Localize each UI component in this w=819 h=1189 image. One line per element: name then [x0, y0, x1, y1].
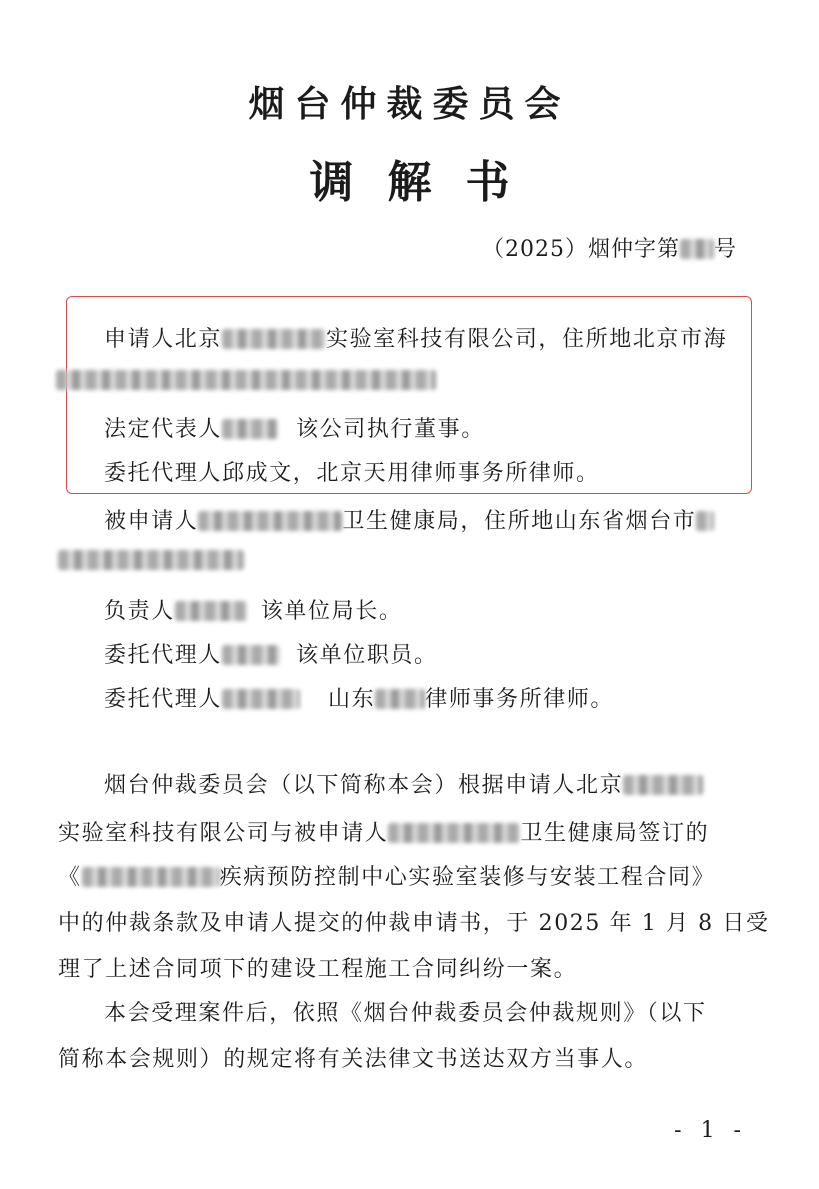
- page-number: - 1 -: [674, 1118, 747, 1143]
- redacted-contract-name: [82, 867, 220, 887]
- redacted-law-firm: [375, 689, 425, 709]
- body-p2-line-1: 本会受理案件后，依照《烟台仲裁委员会仲裁规则》（以下: [104, 1001, 707, 1026]
- redacted-responsible-person: [175, 601, 247, 621]
- applicant-line-1: 申请人北京 实验室科技有限公司，住所地北京市海: [104, 327, 728, 352]
- doc-title: 调解书: [309, 157, 544, 208]
- redacted-case-number: [680, 239, 714, 259]
- redacted-respondent-city: [696, 511, 714, 531]
- legal-representative-line: 法定代表人 该公司执行董事。: [104, 417, 485, 442]
- applicant-agent-line: 委托代理人邱成文，北京天用律师事务所律师。: [104, 461, 600, 486]
- responsible-person-line: 负责人 该单位局长。: [104, 599, 403, 624]
- case-number: （2025）烟仲字第 号: [481, 237, 737, 262]
- respondent-agent-2-line: 委托代理人 山东 律师事务所律师。: [104, 687, 615, 712]
- redacted-respondent-name-2: [388, 823, 520, 843]
- respondent-line-1: 被申请人 卫生健康局，住所地山东省烟台市: [104, 504, 714, 535]
- body-p1-line-5: 理了上述合同项下的建设工程施工合同纠纷一案。: [58, 957, 578, 982]
- redacted-applicant-address: [56, 370, 436, 390]
- respondent-agent-1-line: 委托代理人 该单位职员。: [104, 643, 438, 668]
- org-title: 烟台仲裁委员会: [248, 84, 571, 125]
- body-p1-line-2: 实验室科技有限公司与被申请人 卫生健康局签订的: [58, 821, 710, 846]
- body-p1-line-1: 烟台仲裁委员会（以下简称本会）根据申请人北京: [104, 768, 703, 799]
- applicant-line-2: [56, 370, 436, 391]
- respondent-line-2: [58, 550, 244, 571]
- redacted-agent-1: [222, 645, 280, 665]
- body-p1-line-4: 中的仲裁条款及申请人提交的仲裁申请书，于 2025 年 1 月 8 日受: [58, 911, 770, 936]
- redacted-applicant-name-2: [623, 775, 703, 795]
- body-p1-line-3: 《 疾病预防控制中心实验室装修与安装工程合同》: [58, 865, 716, 890]
- redacted-respondent-address: [58, 550, 244, 570]
- redacted-legal-rep: [222, 419, 278, 439]
- redacted-respondent-name: [198, 511, 342, 531]
- redacted-applicant-name: [222, 329, 326, 349]
- redacted-agent-2: [222, 689, 300, 709]
- body-p2-line-2: 简称本会规则）的规定将有关法律文书送达双方当事人。: [58, 1047, 649, 1072]
